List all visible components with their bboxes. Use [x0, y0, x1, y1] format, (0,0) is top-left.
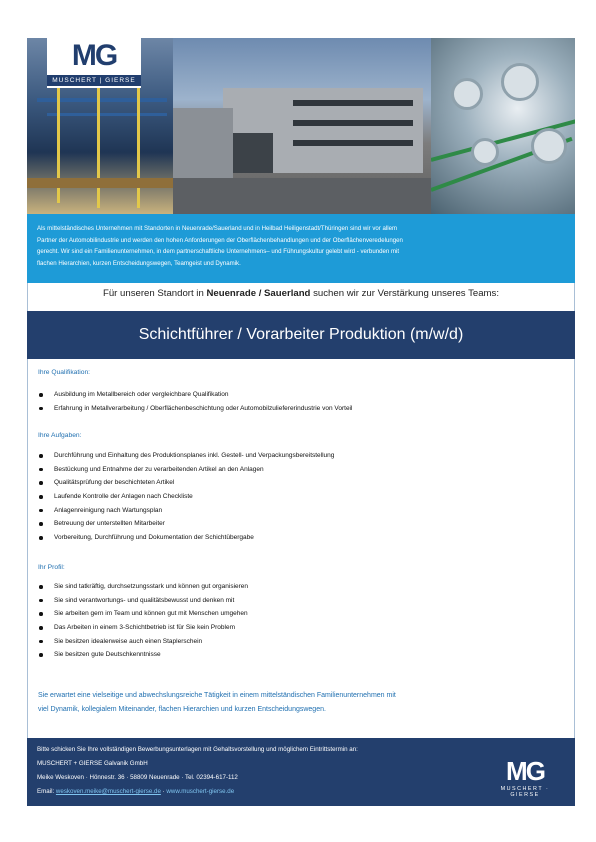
- company-logo: [47, 38, 141, 88]
- logo-subtitle: MUSCHERT | GIERSE: [47, 75, 141, 86]
- application-request: Bitte schicken Sie Ihre vollständigen Bewerbungsunterlagen mit Gehaltsvorstellung und möglichem Eintrittstermin an:: [37, 746, 358, 753]
- email-link[interactable]: weskoven.meike@muschert-gierse.de: [55, 788, 161, 795]
- list-item: Sie sind tatkräftig, durchsetzungsstark und können gut organisieren: [38, 580, 248, 594]
- list-item: Sie sind verantwortungs- und qualitätsbewusst und denken mit: [38, 594, 248, 608]
- job-title: Schichtführer / Vorarbeiter Produktion (m/w/d): [138, 326, 464, 343]
- closing-statement: [38, 689, 558, 717]
- location-statement: [27, 288, 575, 299]
- photo-company-building: [173, 38, 431, 214]
- intro-line: gerecht. Wir sind ein Familienunternehmen, in dem partnerschaftliche Unternehmens– und Führungskultur gelebt wird - verbunden mit: [37, 248, 400, 255]
- list-item: Sie besitzen idealerweise auch einen Staplerschein: [38, 635, 248, 649]
- profil-list: [38, 580, 248, 662]
- profil-heading: Ihr Profil:: [38, 564, 65, 571]
- aufgaben-list: [38, 449, 334, 545]
- location-name: Neuenrade / Sauerland: [206, 288, 311, 299]
- list-item: Qualitätsprüfung der beschichteten Artikel: [38, 476, 334, 490]
- list-item: Vorbereitung, Durchführung und Dokumentation der Schichtübergabe: [38, 531, 334, 545]
- company-name: MUSCHERT + GIERSE Galvanik GmbH: [37, 760, 148, 767]
- location-prefix: Für unseren Standort in: [102, 288, 207, 299]
- intro-line: Als mittelständisches Unternehmen mit Standorten in Neuenrade/Sauerland und in Heilbad Heiligenstadt/Thüringen sind wir vor allem: [37, 225, 398, 232]
- logo-mark: MG: [71, 39, 117, 72]
- list-item: Anlagenreinigung nach Wartungsplan: [38, 504, 334, 518]
- list-item: Sie besitzen gute Deutschkenntnisse: [38, 648, 248, 662]
- closing-line: viel Dynamik, kollegialem Miteinander, flachen Hierarchien und kurzen Entscheidungswegen.: [38, 706, 326, 713]
- footer-logo-subtitle: MUSCHERT · GIERSE: [500, 786, 550, 798]
- contact-footer: [27, 738, 575, 806]
- qualifikation-heading: Ihre Qualifikation:: [38, 369, 91, 376]
- qualifikation-list: [38, 388, 352, 415]
- list-item: Sie arbeiten gern im Team und können gut mit Menschen umgehen: [38, 607, 248, 621]
- list-item: Betreuung der unterstellten Mitarbeiter: [38, 517, 334, 531]
- intro-line: Partner der Automobilindustrie und werden den hohen Anforderungen der Oberflächenbehandlungen und der Oberflächenveredelungen: [37, 236, 403, 244]
- closing-line: Sie erwartet eine vielseitige und abwechslungsreiche Tätigkeit in einem mittelständischen Familienunternehmen mit: [38, 692, 396, 699]
- list-item: Das Arbeiten in einem 3-Schichtbetrieb ist für Sie kein Problem: [38, 621, 248, 635]
- job-title-banner: [27, 311, 575, 359]
- footer-logo-mark: MG: [506, 756, 544, 786]
- list-item: Ausbildung im Metallbereich oder vergleichbare Qualifikation: [38, 388, 352, 402]
- website-link[interactable]: www.muschert-gierse.de: [166, 788, 235, 795]
- footer-logo: [486, 756, 564, 796]
- location-suffix: suchen wir zur Verstärkung unseres Teams:: [310, 288, 500, 299]
- photo-coated-parts: [431, 38, 575, 214]
- aufgaben-heading: Ihre Aufgaben:: [38, 432, 82, 439]
- contact-links: [37, 788, 234, 795]
- list-item: Laufende Kontrolle der Anlagen nach Checkliste: [38, 490, 334, 504]
- link-separator: ·: [160, 788, 167, 795]
- list-item: Durchführung und Einhaltung des Produktionsplanes inkl. Gestell- und Verpackungsbereitstellung: [38, 449, 334, 463]
- list-item: Bestückung und Entnahme der zu verarbeitenden Artikel an den Anlagen: [38, 463, 334, 477]
- company-intro: [27, 214, 575, 283]
- email-label: Email:: [37, 788, 56, 795]
- list-item: Erfahrung in Metallverarbeitung / Oberflächenbeschichtung oder Automobilzuliefererindustrie von Vorteil: [38, 402, 352, 416]
- contact-address: Meike Weskoven · Hönnestr. 36 · 58809 Neuenrade · Tel. 02394-617-112: [37, 774, 238, 781]
- intro-line: flachen Hierarchien, kurzen Entscheidungswegen, Teamgeist und Dynamik.: [37, 259, 241, 267]
